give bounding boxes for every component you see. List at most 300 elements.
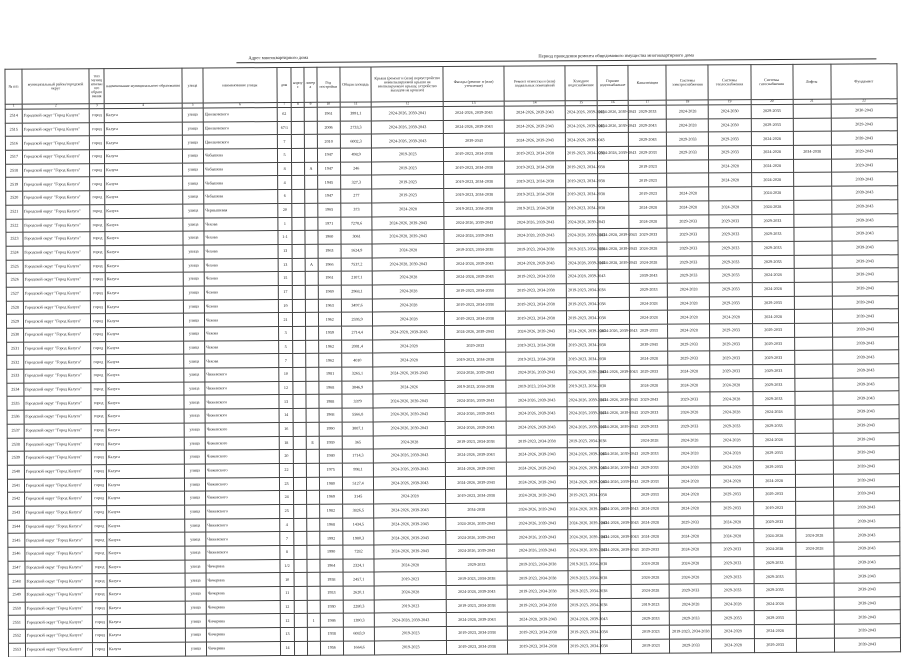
- table-cell: улица: [182, 135, 203, 149]
- table-cell: [795, 405, 833, 419]
- table-cell: Калуга: [106, 327, 184, 341]
- table-cell: улица: [183, 300, 204, 314]
- table-cell: 2029-2033: [709, 146, 751, 160]
- table-cell: [794, 255, 832, 269]
- table-cell: улица: [184, 423, 205, 437]
- table-cell: 1975: [319, 463, 342, 477]
- table-cell: 2024-2026, 2039-2043: [568, 475, 600, 489]
- table-cell: город: [91, 382, 106, 396]
- table-cell: 2024-2026, 2039-2043: [506, 366, 567, 380]
- table-cell: Калуга: [105, 204, 183, 218]
- table-cell: [294, 545, 307, 559]
- table-cell: город: [92, 464, 107, 478]
- table-cell: 2029-2033: [630, 420, 668, 434]
- table-cell: [795, 474, 833, 488]
- table-cell: улица: [185, 573, 206, 587]
- table-cell: [796, 638, 834, 652]
- table-cell: 2530: [7, 328, 24, 342]
- table-cell: Чичерина: [206, 628, 280, 642]
- table-cell: Калуга: [105, 300, 183, 314]
- table-cell: 2024-2028: [667, 201, 709, 215]
- table-cell: 2024-2028: [711, 474, 753, 488]
- table-cell: 2029-2033: [667, 228, 709, 242]
- table-cell: улица: [183, 327, 204, 341]
- table-cell: 2029-2033: [710, 269, 752, 283]
- table-cell: 2551: [8, 616, 25, 630]
- table-cell: 2520: [6, 191, 23, 205]
- table-cell: 2029-2033: [710, 351, 752, 365]
- table-cell: 2039-2043: [831, 186, 898, 200]
- table-cell: улица: [183, 313, 204, 327]
- table-cell: 2029-2033: [752, 392, 794, 406]
- table-cell: 2024-2026, 2039-2043: [599, 448, 631, 462]
- table-cell: 1969: [319, 490, 342, 504]
- table-cell: 23: [279, 477, 294, 491]
- table-cell: 2029-2033: [629, 146, 667, 160]
- table-cell: 2019-2023, 2034-2038: [566, 284, 598, 298]
- table-cell: 2024-2026, 2039-2043: [600, 543, 632, 557]
- table-cell: [794, 351, 832, 365]
- table-cell: Чехова: [204, 285, 278, 299]
- table-cell: 2029-2033: [669, 584, 711, 598]
- table-cell: 2019-2023: [374, 572, 446, 586]
- table-cell: 2526: [6, 273, 23, 287]
- table-cell: город: [92, 574, 107, 588]
- table-cell: 2029-2033: [751, 228, 793, 242]
- table-cell: 2024-2028: [753, 474, 795, 488]
- table-cell: 2019-2023: [372, 161, 444, 175]
- table-cell: 2024-2028, 2039-2043: [375, 613, 447, 627]
- table-cell: [306, 381, 319, 395]
- table-cell: город: [91, 328, 106, 342]
- table-cell: 2024-2028: [796, 542, 834, 556]
- table-cell: Городской округ "Город Калуга": [23, 232, 90, 246]
- table-cell: 1990: [320, 545, 343, 559]
- table-cell: [307, 586, 320, 600]
- table-cell: улица: [183, 176, 204, 190]
- table-cell: 2010: [317, 135, 340, 149]
- table-cell: Городской округ "Город Калуга": [25, 588, 92, 602]
- table-cell: [795, 460, 833, 474]
- table-cell: 2029-2033: [752, 351, 794, 365]
- table-cell: 2029-2043: [831, 117, 898, 131]
- table-cell: 2024-2026, 2039-2043: [599, 407, 631, 421]
- table-cell: [305, 244, 318, 258]
- table-cell: [793, 104, 831, 118]
- table-cell: Калуга: [106, 464, 184, 478]
- table-cell: 2039-2043: [833, 501, 900, 515]
- table-cell: Городской округ "Город Калуга": [22, 136, 89, 150]
- table-cell: 3379: [342, 394, 374, 408]
- table-cell: 2019-2023, 2034-2038: [444, 202, 505, 216]
- table-cell: 1958: [320, 573, 343, 587]
- table-cell: А: [305, 162, 318, 176]
- table-cell: улица: [184, 450, 205, 464]
- column-header: Общая площадь: [340, 67, 372, 102]
- table-cell: 2024-2026, 2039-2043: [443, 120, 504, 134]
- table-cell: 2019-2023, 2034-2038: [445, 380, 506, 394]
- table-cell: 2024-2026, 2039-2043: [445, 366, 506, 380]
- table-cell: 13: [278, 258, 293, 272]
- table-cell: 2029-2033: [630, 365, 668, 379]
- table-cell: 2029-2033: [710, 337, 752, 351]
- table-cell: Городской округ "Город Калуга": [24, 424, 91, 438]
- table-cell: 2595,9: [341, 312, 373, 326]
- table-cell: 2029-2033: [446, 558, 507, 572]
- table-cell: [794, 241, 832, 255]
- table-cell: Чичерина: [206, 573, 280, 587]
- table-cell: 5: [277, 149, 292, 163]
- table-cell: Калуга: [106, 355, 184, 369]
- table-cell: город: [92, 451, 107, 465]
- table-cell: 2019-2023, 2034-2038: [569, 639, 601, 653]
- table-cell: город: [91, 410, 106, 424]
- table-cell: 2024-2028: [374, 558, 446, 572]
- table-cell: Чижевского: [205, 409, 279, 423]
- table-cell: 2019-2023, 2034-2038: [508, 640, 569, 654]
- column-header: корпус: [291, 67, 304, 102]
- table-cell: Городской округ "Город Калуга": [22, 109, 89, 123]
- table-cell: 1: [278, 217, 293, 231]
- table-cell: 2024-2028: [667, 187, 709, 201]
- table-cell: 2029-2033: [752, 241, 794, 255]
- table-cell: 2024-2026, 2039-2043: [598, 324, 630, 338]
- table-cell: 2039-2043: [832, 268, 899, 282]
- table-cell: 25: [279, 504, 294, 518]
- table-cell: 2024-2026, 2039-2043: [373, 367, 445, 381]
- table-cell: 2039-2043: [832, 295, 899, 309]
- table-cell: 2039-2043: [832, 254, 899, 268]
- table-cell: 2457,1: [343, 572, 375, 586]
- table-cell: 2280,3: [343, 600, 375, 614]
- column-header: литера: [304, 67, 317, 102]
- table-cell: 16: [279, 422, 294, 436]
- table-cell: 2534: [7, 383, 24, 397]
- table-cell: 2029-2033: [754, 570, 796, 584]
- table-cell: 2024-2028: [754, 597, 796, 611]
- table-cell: [307, 600, 320, 614]
- table-cell: [793, 214, 831, 228]
- table-cell: 2019-2023, 2034-2038: [568, 571, 600, 585]
- table-cell: [306, 326, 319, 340]
- table-cell: 2039-2043: [833, 528, 900, 542]
- table-cell: Городской округ "Город Калуга": [23, 246, 90, 260]
- column-header: наименование улицы: [203, 68, 277, 103]
- table-cell: Городской округ "Город Калуга": [25, 560, 92, 574]
- table-cell: улица: [183, 245, 204, 259]
- table-cell: город: [90, 136, 105, 150]
- table-cell: 2024-2028: [666, 105, 708, 119]
- table-cell: 2024-2028: [711, 529, 753, 543]
- table-cell: [796, 611, 834, 625]
- table-cell: 2024-2028: [630, 310, 668, 324]
- table-cell: Калуга: [107, 642, 185, 656]
- table-cell: 2024-2028: [668, 406, 710, 420]
- table-cell: 2019-2023, 2034-2038: [444, 311, 505, 325]
- table-cell: 6: [277, 190, 292, 204]
- table-cell: 2029-2033: [711, 570, 753, 584]
- table-cell: [307, 573, 320, 587]
- table-cell: [305, 299, 318, 313]
- table-cell: Калуга: [105, 272, 183, 286]
- table-cell: 2039-2043: [630, 269, 668, 283]
- table-cell: 2024-2026, 2039-2043: [374, 462, 446, 476]
- table-cell: 5566,8: [342, 408, 374, 422]
- table-cell: 2024-2026, 2039-2043: [507, 544, 568, 558]
- table-cell: улица: [185, 560, 206, 574]
- table-cell: 2024-2028: [751, 132, 793, 146]
- table-cell: город: [90, 177, 105, 191]
- table-cell: Чебышева: [204, 176, 278, 190]
- table-cell: город: [90, 259, 105, 273]
- table-cell: [793, 186, 831, 200]
- table-cell: 2514: [5, 109, 22, 123]
- table-cell: [305, 272, 318, 286]
- table-cell: 2733,3: [340, 121, 372, 135]
- table-cell: 2024-2028: [753, 406, 795, 420]
- table-cell: [293, 285, 306, 299]
- table-cell: Городской округ "Город Калуга": [25, 629, 92, 643]
- table-cell: 2521: [6, 205, 23, 219]
- table-cell: [795, 419, 833, 433]
- table-cell: [795, 501, 833, 515]
- table-cell: Чижевского: [206, 546, 280, 560]
- table-cell: 2024-2026, 2039-2043: [372, 134, 444, 148]
- table-cell: 2019-2023, 2034-2038: [507, 585, 568, 599]
- table-cell: 11: [280, 587, 295, 601]
- table-cell: 14: [280, 641, 295, 655]
- table-cell: 2024-2026, 2039-2043: [443, 106, 504, 120]
- table-cell: [795, 392, 833, 406]
- table-cell: 2024-2028: [752, 282, 794, 296]
- table-cell: 3: [278, 326, 293, 340]
- table-cell: Городской округ "Город Калуга": [25, 601, 92, 615]
- table-cell: Городской округ "Город Калуга": [23, 328, 90, 342]
- table-cell: 2024-2028: [669, 543, 711, 557]
- table-cell: 2107,1: [341, 271, 373, 285]
- table-cell: 2024-2026, 2039-2043: [445, 325, 506, 339]
- table-cell: [794, 364, 832, 378]
- table-cell: 1986: [320, 614, 343, 628]
- table-cell: 2024-2028: [373, 284, 445, 298]
- table-cell: Калуга: [107, 505, 185, 519]
- table-cell: [307, 545, 320, 559]
- table-cell: 2019-2023: [372, 148, 444, 162]
- table-cell: улица: [182, 149, 203, 163]
- table-cell: 2029-2033: [445, 339, 506, 353]
- table-cell: город: [92, 519, 107, 533]
- table-cell: 2024-2026, 2039-2043: [505, 215, 566, 229]
- table-cell: город: [91, 355, 106, 369]
- table-cell: [293, 395, 306, 409]
- table-cell: 2024-2026, 2039-2043: [504, 106, 565, 120]
- table-cell: 2024-2028: [669, 447, 711, 461]
- table-cell: 2029-2033: [631, 461, 669, 475]
- table-cell: [292, 217, 305, 231]
- table-cell: [293, 299, 306, 313]
- table-cell: 2039-2043: [833, 419, 900, 433]
- table-cell: улица: [185, 519, 206, 533]
- table-cell: Городской округ "Город Калуга": [25, 574, 92, 588]
- table-cell: Калуга: [104, 136, 182, 150]
- table-cell: Чижевского: [205, 491, 279, 505]
- table-cell: 18: [279, 436, 294, 450]
- table-cell: 246: [340, 162, 372, 176]
- column-header: Холодное водоснабжение: [565, 66, 597, 101]
- table-cell: 373: [341, 203, 373, 217]
- table-cell: 2024-2026, 2039-2043: [599, 420, 631, 434]
- table-cell: 2024-2028: [752, 269, 794, 283]
- table-cell: [795, 446, 833, 460]
- table-cell: Городской округ "Город Калуга": [24, 369, 91, 383]
- table-cell: Городской округ "Город Калуга": [24, 382, 91, 396]
- table-cell: 2024-2026, 2039-2043: [599, 502, 631, 516]
- table-cell: Калуга: [106, 437, 184, 451]
- table-cell: 2019-2023, 2034-2038: [446, 489, 507, 503]
- table-cell: 2039-2043: [831, 131, 898, 145]
- table-cell: Городской округ "Город Калуга": [24, 506, 91, 520]
- table-cell: 2029-2033: [669, 516, 711, 530]
- table-cell: [293, 381, 306, 395]
- table-cell: [306, 354, 319, 368]
- table-cell: 2029-2033: [753, 556, 795, 570]
- table-cell: 2019-2023, 2034-2038: [444, 175, 505, 189]
- table-cell: 2024-2028: [711, 433, 753, 447]
- table-cell: улица: [185, 587, 206, 601]
- table-cell: 2024-2026, 2039-2043: [566, 133, 598, 147]
- table-cell: 2019-2023, 2034-2038: [568, 585, 600, 599]
- table-cell: 2024-2026, 2039-2043: [599, 516, 631, 530]
- table-cell: Калуга: [107, 491, 185, 505]
- table-cell: [292, 148, 305, 162]
- table-cell: А: [305, 258, 318, 272]
- table-cell: Городской округ "Город Калуга": [22, 122, 89, 136]
- table-cell: 10: [278, 368, 293, 382]
- table-cell: 13: [278, 244, 293, 258]
- table-cell: 2024-2028: [709, 159, 751, 173]
- table-cell: 62: [277, 107, 292, 121]
- table-cell: улица: [184, 478, 205, 492]
- table-cell: 2024-2028, 2039-2043: [507, 489, 568, 503]
- table-cell: 2039-2043: [443, 134, 504, 148]
- table-cell: 2024-2026, 2039-2043: [568, 516, 600, 530]
- table-cell: [292, 107, 305, 121]
- table-cell: 2540: [7, 465, 24, 479]
- table-cell: [293, 326, 306, 340]
- table-cell: Чижевского: [205, 436, 279, 450]
- table-cell: улица: [185, 614, 206, 628]
- table-cell: 2024-2026, 2039-2043: [568, 503, 600, 517]
- table-cell: 12: [280, 614, 295, 628]
- table-cell: [306, 477, 319, 491]
- table-cell: 2029-2033: [631, 543, 669, 557]
- table-cell: 1966: [318, 258, 341, 272]
- table-cell: 2029-2033: [667, 255, 709, 269]
- table-cell: улица: [183, 218, 204, 232]
- table-cell: город: [91, 287, 106, 301]
- table-cell: [292, 244, 305, 258]
- table-cell: 2019-2023, 2034-2038: [507, 626, 568, 640]
- table-cell: 2620,1: [343, 586, 375, 600]
- table-cell: 365: [342, 435, 374, 449]
- table-cell: 2024-2028: [711, 447, 753, 461]
- table-cell: 2029-2033: [631, 447, 669, 461]
- table-cell: Чехова: [204, 313, 278, 327]
- table-cell: [307, 641, 320, 655]
- table-cell: 2024-2028: [711, 461, 753, 475]
- table-cell: 2029-2033: [710, 365, 752, 379]
- table-cell: 2024-2028: [372, 243, 444, 257]
- table-cell: Городской округ "Город Калуга": [24, 451, 91, 465]
- table-cell: улица: [183, 204, 204, 218]
- table-cell: 2024-2030: [709, 105, 751, 119]
- table-cell: 2019-2023: [375, 640, 447, 654]
- table-cell: 2019-2023, 2034-2038: [569, 626, 601, 640]
- table-cell: Чижевского: [205, 477, 279, 491]
- table-cell: 22: [279, 463, 294, 477]
- table-cell: 2029-2033: [754, 583, 796, 597]
- table-cell: 14: [279, 409, 294, 423]
- column-header: наименование муниципального образования: [104, 68, 182, 103]
- table-cell: 2034-2038: [446, 503, 507, 517]
- table-cell: 2024-2026, 2039-2043: [507, 503, 568, 517]
- table-cell: 2024-2028: [373, 271, 445, 285]
- table-cell: [306, 408, 319, 422]
- table-cell: [306, 449, 319, 463]
- table-cell: 2024-2026, 2039-2043: [599, 393, 631, 407]
- table-cell: улица: [184, 436, 205, 450]
- table-cell: Городской округ "Город Калуга": [24, 465, 91, 479]
- table-cell: 2024-2026, 2039-2043: [567, 407, 599, 421]
- table-cell: 2019-2023, 2034-2038: [506, 352, 567, 366]
- table-cell: 1964: [320, 559, 343, 573]
- table-cell: [294, 491, 307, 505]
- table-cell: 2019-2023, 2034-2038: [507, 571, 568, 585]
- table-cell: 2542: [8, 492, 25, 506]
- table-cell: [795, 515, 833, 529]
- table-cell: 2024-2026, 2039-2043: [374, 545, 446, 559]
- table-cell: Городской округ "Город Калуга": [23, 314, 90, 328]
- table-cell: 2019-2023, 2034-2038: [506, 338, 567, 352]
- table-cell: 1947: [317, 189, 340, 203]
- table-cell: город: [92, 547, 107, 561]
- table-cell: Городской округ "Город Калуга": [23, 205, 90, 219]
- table-cell: [293, 354, 306, 368]
- table-cell: 2019-2023, 2034-2038: [505, 174, 566, 188]
- table-cell: 2029-2033: [709, 132, 751, 146]
- table-cell: Калуга: [107, 628, 185, 642]
- table-cell: Городской округ "Город Калуга": [24, 396, 91, 410]
- table-cell: 2039-2043: [834, 610, 901, 624]
- table-cell: 2029-2043: [629, 133, 667, 147]
- table-cell: 7: [277, 135, 292, 149]
- table-cell: 2024-2028: [669, 570, 711, 584]
- table-cell: 2024-2028: [629, 256, 667, 270]
- column-number: 21: [793, 99, 831, 104]
- table-cell: 2029-2033: [710, 283, 752, 297]
- table-cell: 1959: [319, 436, 342, 450]
- table-cell: [295, 641, 308, 655]
- table-cell: 2039-2043: [831, 213, 898, 227]
- table-cell: [294, 559, 307, 573]
- column-number: 9: [304, 102, 317, 107]
- table-cell: Калуга: [104, 122, 182, 136]
- table-cell: 2029-2033: [670, 611, 712, 625]
- table-cell: 2019-2023, 2034-2038: [568, 598, 600, 612]
- table-cell: 2024-2028, 2039-2043: [568, 612, 600, 626]
- table-cell: [796, 597, 834, 611]
- table-cell: [294, 422, 307, 436]
